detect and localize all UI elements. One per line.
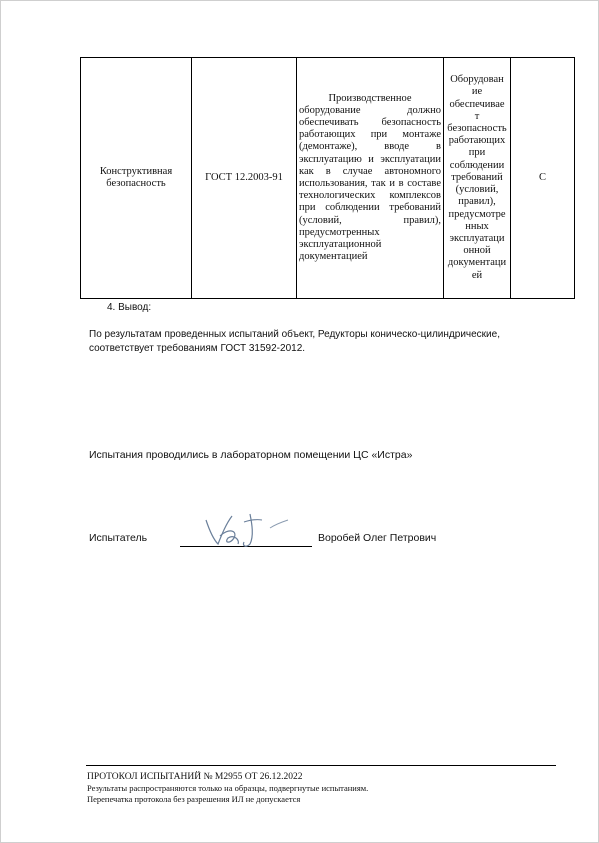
result-line: документаци (447, 257, 507, 269)
result-line: обеспечивае (449, 98, 505, 110)
result-line: эксплуатаци (449, 232, 505, 244)
result-line: нных (465, 220, 489, 232)
footer-protocol: ПРОТОКОЛ ИСПЫТАНИЙ № М2955 ОТ 26.12.2022 (87, 772, 303, 782)
signer-name: Воробей Олег Петрович (318, 532, 437, 544)
result-line: при (468, 147, 486, 159)
result-line: ие (471, 86, 483, 98)
standard-cell: ГОСТ 12.2003-91 (192, 58, 297, 299)
result-line: соблюдении (449, 159, 505, 171)
result-line: работающих (448, 135, 506, 147)
requirement-body: оборудование должно обеспечивать безопасность работающих при монтаже (демонтаже), вводе в эксплуатацию и эксплуатации как в случае автономного использования, так и в составе технологических комплексов при соблюдении требований (условий, правил), предусмотренных эксплуатационной документацией (299, 104, 441, 263)
result-line: Оборудован (450, 74, 504, 86)
signer-role: Испытатель (89, 532, 148, 544)
footer-divider (86, 765, 556, 766)
result-line: ей (471, 269, 483, 281)
footer-note: Результаты распространяются только на образцы, подвергнутые испытаниям. (87, 783, 369, 793)
table-row (81, 58, 575, 299)
result-cell (444, 58, 511, 299)
footer (87, 772, 368, 805)
requirements-table (80, 57, 575, 299)
footer-note: Перепечатка протокола без разрешения ИЛ не допускается (87, 794, 301, 804)
handwritten-signature (200, 510, 300, 555)
result-line: предусмотре (448, 208, 506, 220)
result-line: т (474, 110, 480, 122)
characteristic-cell: Конструктивная безопасность (81, 58, 192, 299)
conclusion-title: 4. Вывод: (107, 302, 152, 313)
requirement-cell (297, 58, 444, 299)
requirement-head: Производственное (328, 92, 412, 104)
conclusion-text: По результатам проведенных испытаний объект, Редукторы коническо-цилиндрические, соответствует требованиям ГОСТ 31592-2012. (89, 329, 500, 354)
result-line: онной (463, 245, 491, 257)
result-line: требований (451, 171, 503, 183)
result-line: (условий, (455, 184, 499, 196)
result-line: правил), (458, 196, 496, 208)
conformity-cell: С (511, 58, 575, 299)
lab-note: Испытания проводились в лабораторном помещении ЦС «Истра» (89, 449, 413, 461)
result-line: безопасность (447, 123, 507, 135)
